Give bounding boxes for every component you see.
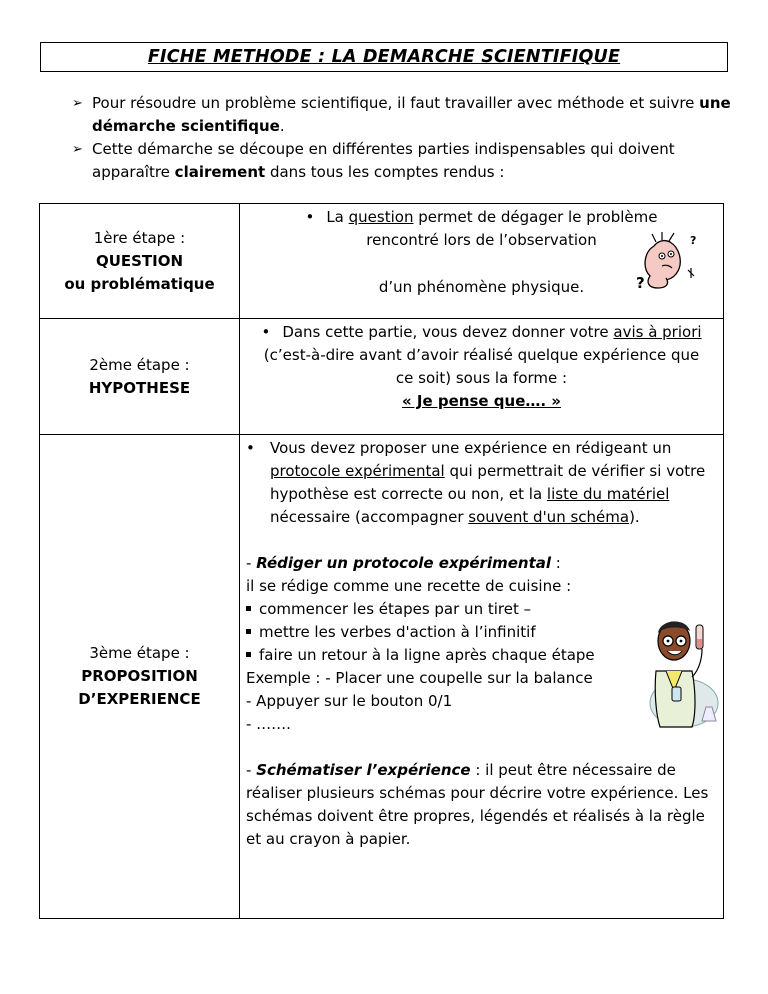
intro-bullet-1: ➢ Pour résoudre un problème scientifique, il faut travailler avec méthode et suivre une démarche scientifique.: [72, 94, 731, 135]
protocol-item: faire un retour à la ligne après chaque étape: [246, 644, 715, 667]
steps-table: [39, 203, 724, 919]
square-bullet-icon: [246, 629, 251, 634]
arrow-bullet-icon: ➢: [72, 96, 83, 111]
step-3-title: PROPOSITION: [81, 667, 198, 685]
step-1-title: QUESTION: [95, 251, 184, 270]
step-3-cell: [40, 435, 240, 919]
confused-face-icon: [636, 230, 702, 292]
intro-bullet-2: ➢ Cette démarche se découpe en différentes parties indispensables qui doivent apparaître clairement dans tous les comptes rendus :: [72, 140, 675, 181]
bullet-dot-icon: •: [261, 323, 271, 341]
step-2-cell: [40, 319, 240, 435]
square-bullet-icon: [246, 652, 251, 657]
step-2-text-cell: • Dans cette partie, vous devez donner votre avis à priori (c’est-à-dire avant d’avoir réalisé quelque expérience que ce soit) sous la forme : « Je pense que…. »: [240, 319, 724, 435]
square-bullet-icon: [246, 606, 251, 611]
intro: [72, 92, 732, 184]
svg-text:?: ?: [636, 274, 645, 292]
step-3-text-cell: • Vous devez proposer une expérience en rédigeant un protocole expérimental qui permettrait de vérifier si votre hypothèse est correcte ou non, et la liste du matériel nécessaire (accompagner souvent d'un schéma). - Rédiger un protocole expérimental : il se rédige comme une recette de cuisine : commencer les étapes par un tiret – mettre les verbes d'action à l’infinitif faire un retour à la ligne après chaque étape Exemple : - Placer une coupelle sur la balance - Appuyer sur le bouton 0/1 - ……. - Schématiser l’expérience : il peut être nécessaire de réaliser plusieurs schémas pour décrire votre expérience. Les schémas doivent être propres, légendés et réalisés à la règle et au crayon à papier.: [240, 435, 724, 919]
step-row-1: [40, 204, 724, 319]
step-1-cell: [40, 204, 240, 319]
bullet-dot-icon: •: [305, 208, 315, 226]
svg-text:?: ?: [690, 234, 697, 247]
schema-paragraph: - Schématiser l’expérience : il peut être nécessaire de réaliser plusieurs schémas pour décrire votre expérience. Les schémas doivent être propres, légendés et réalisés à la règle et au crayon à papier.: [246, 761, 709, 848]
scientist-icon: [636, 611, 720, 729]
step-1-text-cell: • La question permet de dégager le problème rencontré lors de l’observation d’un phénomène physique. ? ?: [240, 204, 724, 319]
page-title: FICHE METHODE : LA DEMARCHE SCIENTIFIQUE: [147, 47, 621, 67]
step-row-3: [40, 435, 724, 919]
step-2-label: 2ème étape :: [89, 355, 190, 374]
step-1-label: 1ère étape :: [93, 228, 186, 247]
protocol-heading: - Rédiger un protocole expérimental :: [246, 554, 561, 572]
arrow-bullet-icon: ➢: [72, 142, 83, 157]
step-3-label: 3ème étape :: [89, 644, 190, 662]
step-3-subtitle: D’EXPERIENCE: [78, 690, 201, 708]
step-3-bullet: • Vous devez proposer une expérience en rédigeant un protocole expérimental qui permettrait de vérifier si votre hypothèse est correcte ou non, et la liste du matériel nécessaire (accompagner souvent d'un schéma).: [246, 439, 706, 526]
protocol-item: mettre les verbes d'action à l’infinitif: [246, 621, 715, 644]
step-row-2: [40, 319, 724, 435]
protocol-item: commencer les étapes par un tiret –: [246, 598, 715, 621]
title-box: [40, 42, 728, 72]
bullet-dot-icon: •: [246, 439, 255, 457]
step-2-title: HYPOTHESE: [88, 378, 191, 397]
step-1-subtitle: ou problématique: [64, 274, 215, 293]
quote: « Je pense que…. »: [401, 392, 561, 410]
